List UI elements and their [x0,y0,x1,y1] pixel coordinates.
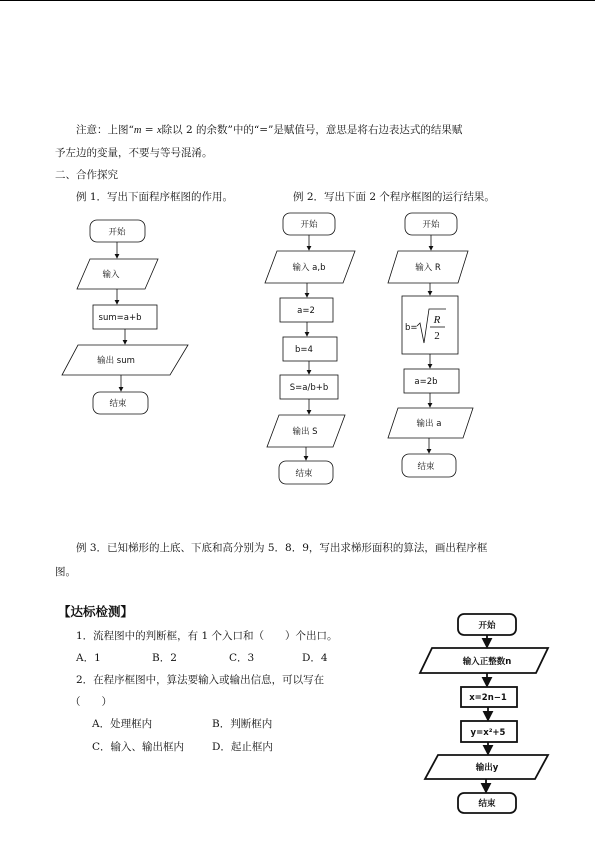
ex2r-end-label: 结束 [417,462,435,472]
ex2r-start-label: 开始 [422,220,440,230]
formula-eq: = [141,124,157,136]
question-2-line-1: 2．在程序框图中，算法要输入或输出信息，可以写在 [76,674,325,686]
question-1: 1．流程图中的判断框，有 1 个入口和（ ）个出口。 [76,630,338,642]
ex2l-start-label: 开始 [300,220,318,230]
ex2r-input-label: 输入 R [415,263,441,273]
example1-title: 例 1．写出下面程序框图的作用。 [76,191,234,203]
fc-end-label: 结束 [478,799,496,809]
question-2-line-2: （ ） [70,696,112,708]
fc-start-label: 开始 [478,621,496,631]
fc-step2-label: y=x²+5 [470,728,506,738]
ex2l-step2-label: b=4 [295,345,313,355]
ex1-process-label: sum=a+b [98,313,142,323]
note-text-b: 除以 2 的余数”中的“=”是赋值号，意思是将右边表达式的结果赋 [161,124,463,136]
ex2r-step1-denominator: 2 [434,330,440,342]
ex2l-input-label: 输入 a,b [292,263,326,273]
fc-step1-label: x=2n−1 [469,693,507,703]
example3-line-2: 图。 [55,566,76,578]
note-text-a: 注意：上图“ [76,124,134,136]
example2-title: 例 2．写出下面 2 个程序框图的运行结果。 [293,191,495,203]
flowchart-example2-right [388,213,473,477]
question-1-option-d: D．4 [302,652,328,664]
question-2-option-d: D．起止框内 [212,741,273,753]
question-1-option-c: C．3 [229,652,255,664]
ex2l-end-label: 结束 [295,469,313,479]
flowchart-check [420,614,548,813]
ex1-end-label: 结束 [109,399,127,409]
ex1-start-label: 开始 [108,227,126,238]
question-2-option-c: C．输入、输出框内 [92,741,185,753]
question-2-option-b: B．判断框内 [212,718,273,730]
ex1-output-label: 输出 sum [97,356,135,366]
ex2r-step1-prefix: b= [405,323,418,333]
check-heading: 【达标检测】 [58,604,134,619]
example3-line-1: 例 3．已知梯形的上底、下底和高分别为 5．8．9，写出求梯形面积的算法，画出程序框 [76,542,488,554]
question-1-option-b: B．2 [152,652,177,664]
fc-input-label: 输入正整数n [462,657,512,667]
ex2l-output-label: 输出 S [292,427,318,437]
sqrt-symbol [417,309,446,343]
section-title: 二、合作探究 [55,169,118,181]
question-2-option-a: A．处理框内 [92,718,153,730]
ex1-input-label: 输入 [102,270,120,280]
ex2r-step2-label: a=2b [414,377,438,387]
formula-x: x [156,125,162,136]
note-line-2: 予左边的变量，不要与等号混淆。 [55,147,213,159]
ex2l-step3-label: S=a/b+b [289,383,329,393]
fc-output-label: 输出y [475,763,499,773]
formula-m: m [133,125,142,136]
question-1-option-a: A．1 [76,652,101,664]
ex2l-step1-label: a=2 [297,306,315,316]
ex2r-step1-numerator: R [433,314,441,326]
ex2r-output-label: 输出 a [416,419,442,429]
